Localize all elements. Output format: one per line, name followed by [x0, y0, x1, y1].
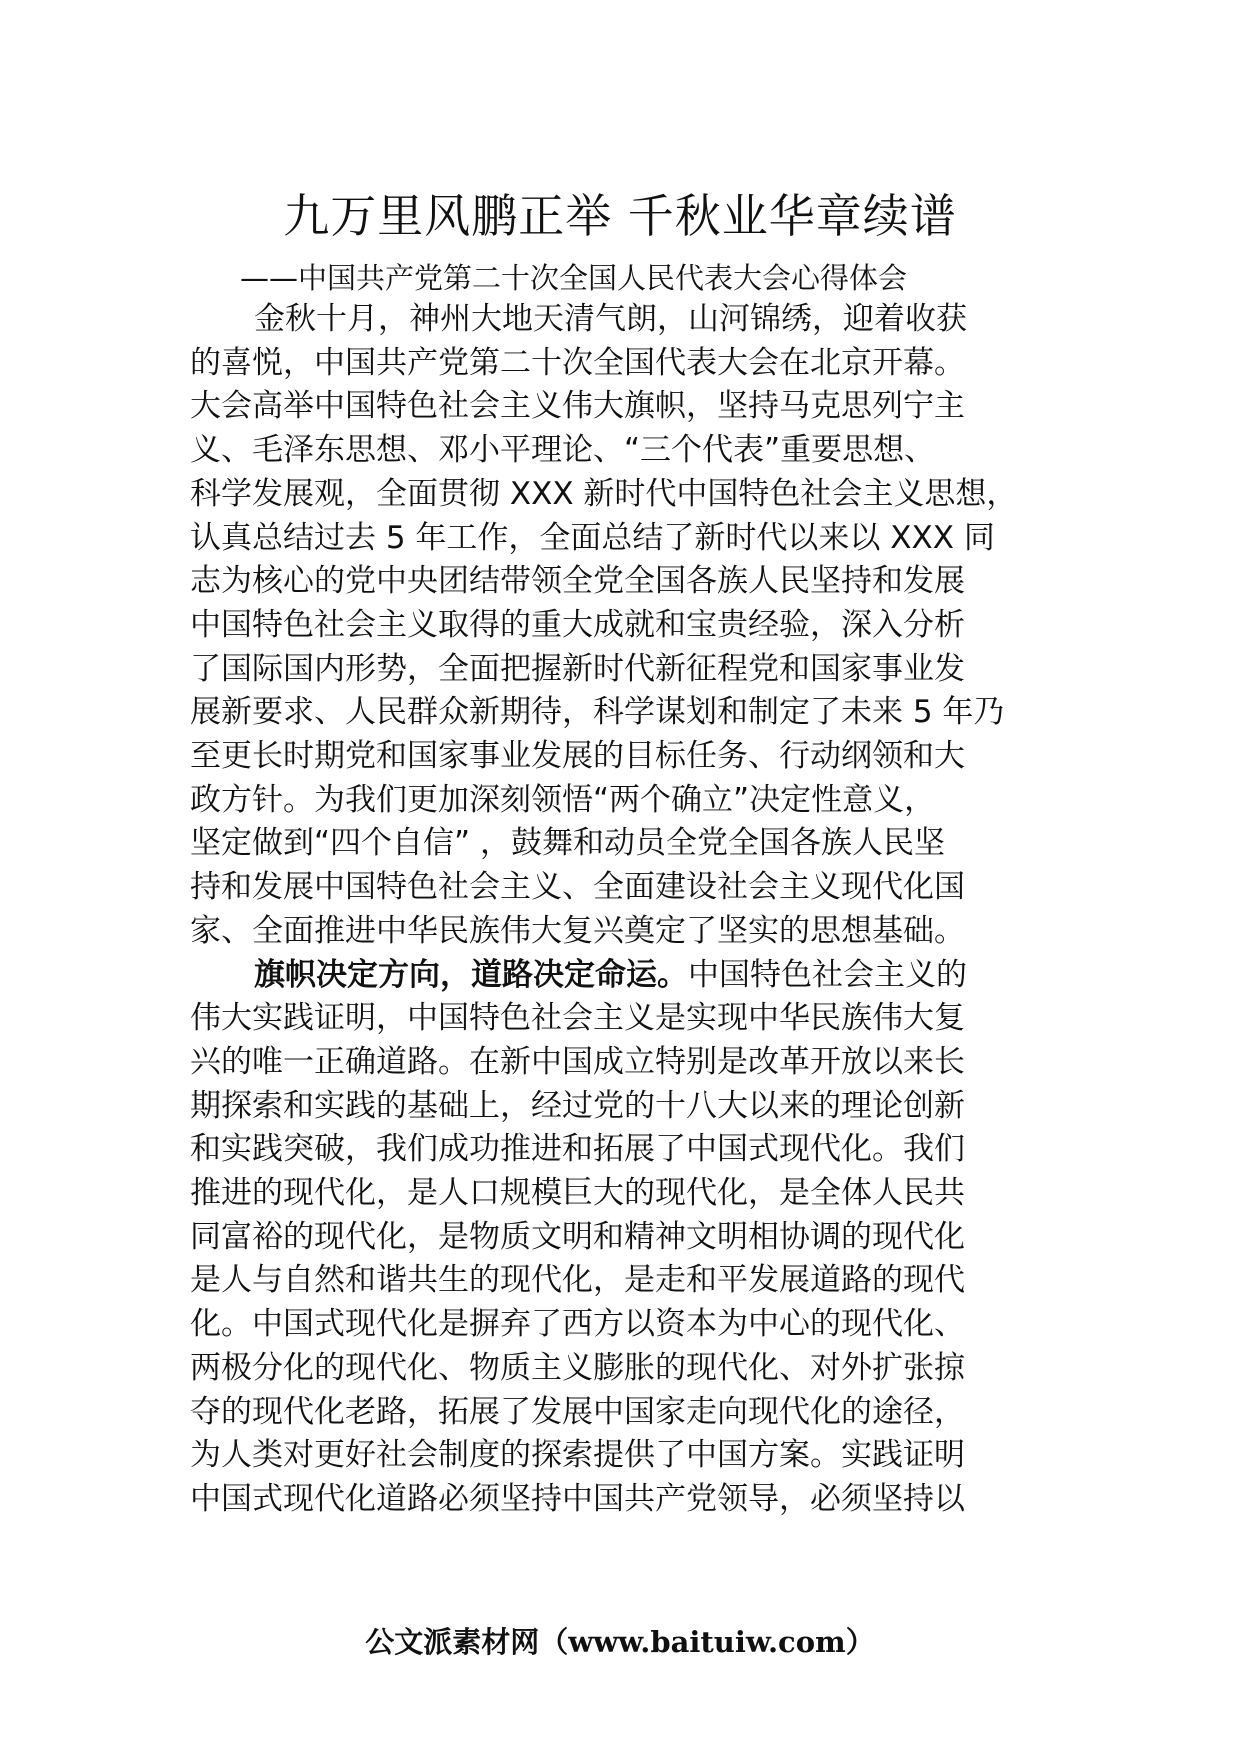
text-line: 志为核心的党中央团结带领全党全国各族人民坚持和发展	[190, 563, 965, 600]
text-line: 持和发展中国特色社会主义、全面建设社会主义现代化国	[190, 869, 965, 906]
text-line: 展新要求、人民群众新期待，科学谋划和制定了未来 5 年乃	[190, 694, 1005, 731]
text-line: 夺的现代化老路，拓展了发展中国家走向现代化的途径，	[190, 1393, 965, 1430]
text-line: 政方针。为我们更加深刻领悟“两个确立”决定性意义，	[190, 781, 936, 818]
text-line: 认真总结过去 5 年工作，全面总结了新时代以来以 XXX 同	[190, 519, 995, 556]
text-line: 金秋十月，神州大地天清气朗，山河锦绣，迎着收获	[254, 301, 967, 337]
document-body	[190, 298, 1070, 1522]
document-subtitle: ——中国共产党第二十次全国人民代表大会心得体会	[240, 261, 908, 295]
text-line: 了国际国内形势，全面把握新时代新征程党和国家事业发	[190, 650, 965, 687]
text-line: 是人与自然和谐共生的现代化，是走和平发展道路的现代	[190, 1262, 965, 1299]
text-line: 和实践突破，我们成功推进和拓展了中国式现代化。我们	[190, 1131, 965, 1168]
paragraph-1	[190, 298, 1070, 954]
text-line: 科学发展观，全面贯彻 XXX 新时代中国特色社会主义思想，	[190, 475, 1018, 512]
text-line: 期探索和实践的基础上，经过党的十八大以来的理论创新	[190, 1087, 965, 1124]
text-line: 义、毛泽东思想、邓小平理论、“三个代表”重要思想、	[190, 432, 936, 469]
page-footer: 公文派素材网（www.baituiw.com）	[365, 1625, 875, 1659]
text-line: 坚定做到“四个自信” ，鼓舞和动员全党全国各族人民坚	[190, 825, 945, 862]
document-title: 九万里风鹏正举 千秋业华章续谱	[283, 189, 957, 243]
text-line: 伟大实践证明，中国特色社会主义是实现中华民族伟大复	[190, 1000, 965, 1037]
paragraph-lead: 旗帜决定方向，道路决定命运。	[254, 956, 688, 993]
text-line: 中国特色社会主义取得的重大成就和宝贵经验，深入分析	[190, 606, 965, 643]
lead-continuation: 中国特色社会主义的	[688, 956, 967, 993]
text-line: 化。中国式现代化是摒弃了西方以资本为中心的现代化、	[190, 1306, 965, 1343]
text-line: 为人类对更好社会制度的探索提供了中国方案。实践证明	[190, 1437, 965, 1474]
text-line: 同富裕的现代化，是物质文明和精神文明相协调的现代化	[190, 1218, 965, 1255]
paragraph-2	[190, 954, 1070, 1522]
text-line: 两极分化的现代化、物质主义膨胀的现代化、对外扩张掠	[190, 1349, 965, 1386]
text-line: 推进的现代化，是人口规模巨大的现代化，是全体人民共	[190, 1175, 965, 1212]
text-line: 家、全面推进中华民族伟大复兴奠定了坚实的思想基础。	[190, 912, 965, 949]
text-line	[190, 954, 1070, 998]
text-line: 的喜悦，中国共产党第二十次全国代表大会在北京开幕。	[190, 344, 965, 381]
text-line: 中国式现代化道路必须坚持中国共产党领导，必须坚持以	[190, 1480, 965, 1517]
text-line: 至更长时期党和国家事业发展的目标任务、行动纲领和大	[190, 738, 965, 775]
text-line: 兴的唯一正确道路。在新中国成立特别是改革开放以来长	[190, 1043, 965, 1080]
text-line: 大会高举中国特色社会主义伟大旗帜，坚持马克思列宁主	[190, 388, 965, 425]
